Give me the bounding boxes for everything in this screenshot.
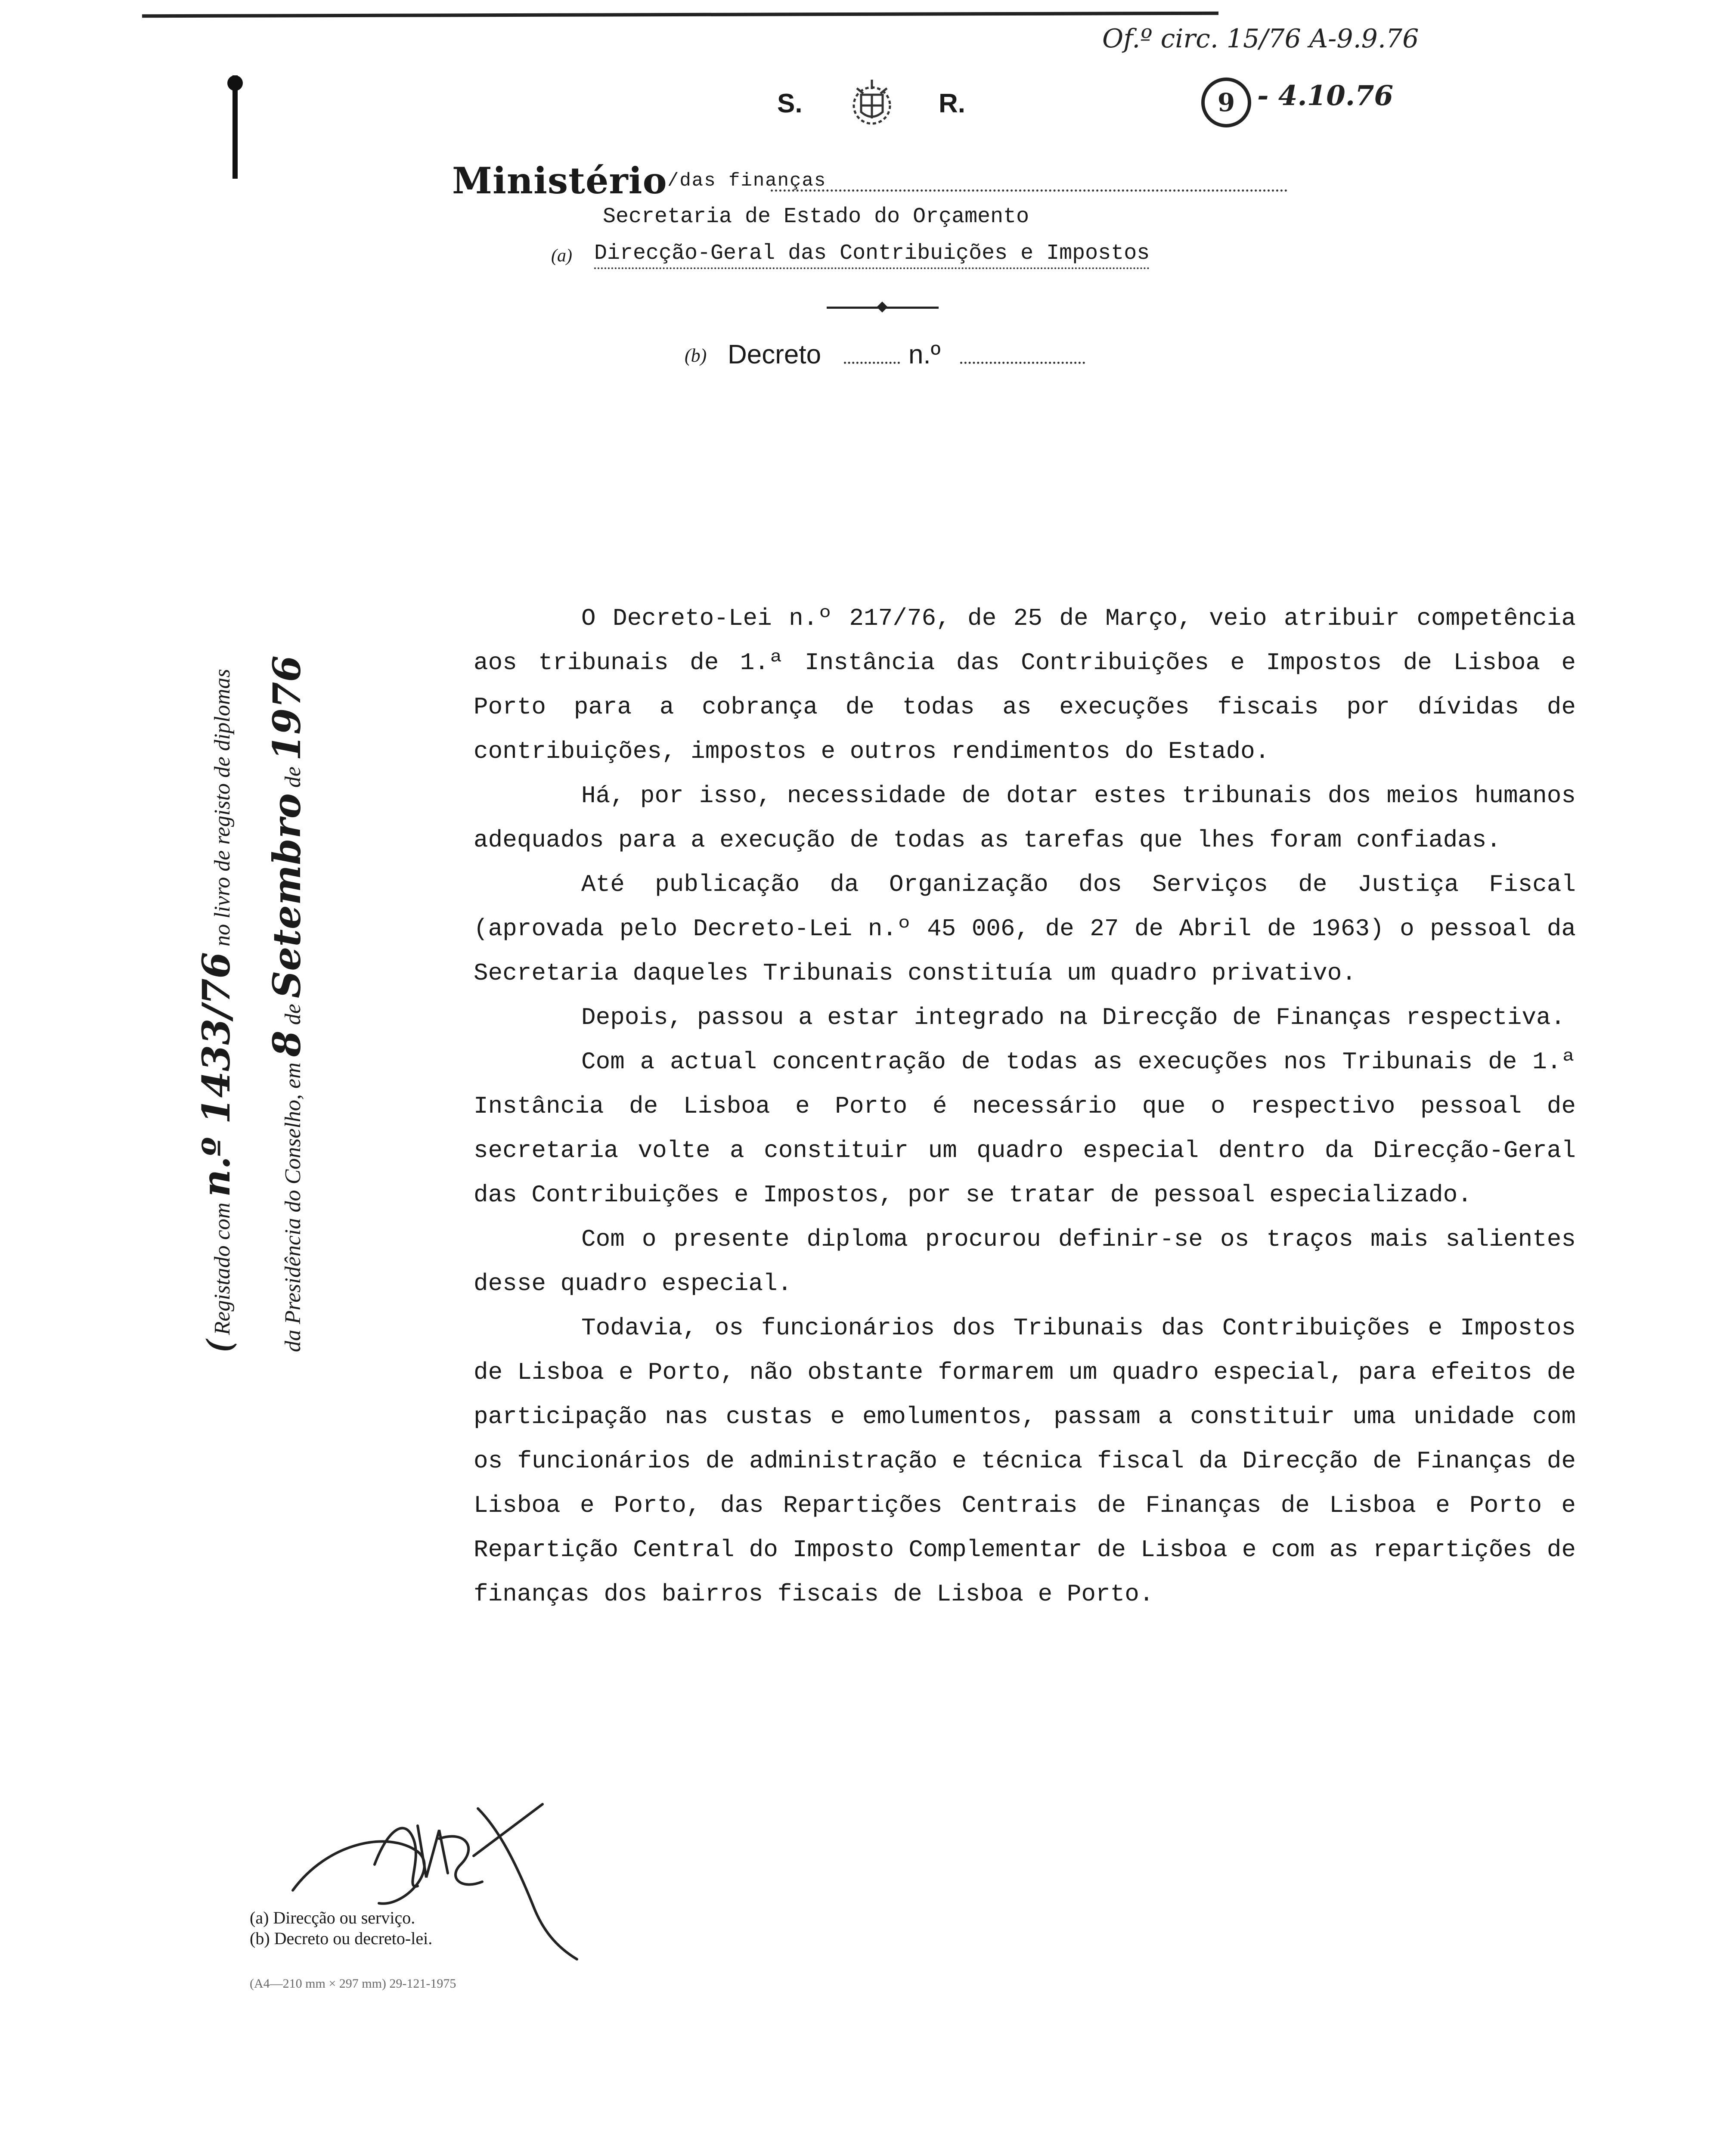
paragraph: Com o presente diploma procurou definir-se os traços mais salientes desse quadro especial. [474,1225,1576,1297]
ministry-label: Ministério [452,159,667,202]
registration-de-2: de [281,766,305,788]
circled-number-annotation: 9 [1201,78,1251,127]
registration-suffix: no livro de registo de diplomas [210,669,235,946]
directorate-name: Direcção-Geral das Contribuições e Impostos [594,241,1150,269]
registration-stamp [194,534,323,1352]
footnote-a: (a) Direcção ou serviço. [250,1908,415,1927]
coat-of-arms-icon [840,71,904,136]
divider-diamond-icon [877,301,887,312]
corner-date-annotation: - 4.10.76 [1257,80,1394,112]
registration-number: n.º 1433/76 [194,952,239,1197]
paragraph: Até publicação da Organização dos Serviços de Justiça Fiscal (aprovada pelo Decreto-Lei n.º 45 006, de 27 de Abril de 1963) o pessoal da Secretaria daqueles Tribunais constituía um quadro privativo. [474,871,1576,987]
registration-prefix: Registado com [210,1202,235,1335]
registration-year: 1976 [264,655,309,761]
paragraph: O Decreto-Lei n.º 217/76, de 25 de Março, veio atribuir competência aos tribunais de 1.ª Instância das Contribuições e Impostos de Lisboa e Porto para a cobrança de todas as execuções fiscais por dívidas de contribuições, impostos e outros rendimentos do Estado. [474,605,1576,765]
paragraph: Com a actual concentração de todas as execuções nos Tribunais de 1.ª Instância de Lisboa e Porto é necessário que o respectivo pessoal de secretaria volte a constituir um quadro especial dentro da Direcção-Geral das Contribuições e Impostos, por se tratar de pessoal especializado. [474,1048,1576,1209]
decree-number-blank [960,362,1085,364]
registration-line-1: ( Registado com n.º 1433/76 no livro de registo de diplomas [194,669,239,1352]
form-print-code: (A4—210 mm × 297 mm) 29-121-1975 [250,1976,456,1991]
corner-reference-annotation: Of.º circ. 15/76 A-9.9.76 [1102,24,1419,54]
registration-presidency: da Presidência do Conselho, em [281,1062,305,1352]
ministry-name: /das finanças [667,170,827,192]
decree-blank [844,362,900,364]
margin-mark-dot [227,75,243,91]
top-rule [142,12,1218,18]
paragraph: Depois, passou a estar integrado na Direcção de Finanças respectiva. [581,1004,1566,1031]
header-r: R. [939,89,965,118]
header-s: S. [777,89,803,118]
decree-marker: (b) [685,345,707,366]
decree-number-label: n.º [908,340,941,369]
paragraph: Todavia, os funcionários dos Tribunais das Contribuições e Impostos de Lisboa e Porto, não obstante formarem um quadro especial, para efeitos de participação nas custas e emolumentos, passam a constituir uma unidade com os funcionários de administração e técnica fiscal da Direcção de Finanças de Lisboa e Porto, das Repartições Centrais de Finanças de Lisboa e Porto e Repartição Central do Imposto Complementar de Lisboa e com as repartições de finanças dos bairros fiscais de Lisboa e Porto. [474,1314,1576,1608]
directorate-marker: (a) [551,246,572,266]
footnote-b: (b) Decreto ou decreto-lei. [250,1929,433,1948]
secretariat-name: Secretaria de Estado do Orçamento [603,205,1029,229]
registration-month: Setembro [264,793,309,999]
registration-de-1: de [281,1004,305,1025]
decree-label: Decreto [728,340,822,369]
registration-line-2 [264,534,309,1352]
footnotes [250,1908,432,1949]
decree-preamble [474,596,1576,1616]
paragraph: Há, por isso, necessidade de dotar estes tribunais dos meios humanos adequados para a execução de todas as tarefas que lhes foram confiadas. [474,782,1576,854]
ministry-fill-line [771,189,1287,192]
margin-mark [232,75,238,179]
registration-day: 8 [264,1030,309,1057]
